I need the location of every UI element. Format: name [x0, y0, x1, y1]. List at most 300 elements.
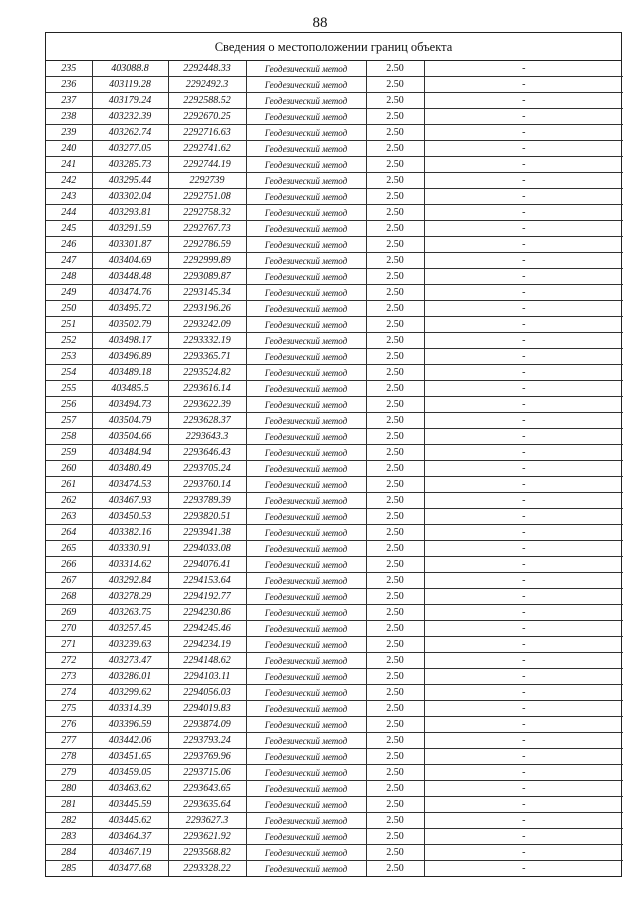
x-coordinate-cell: 403498.17	[92, 333, 168, 349]
x-coordinate-cell: 403467.93	[92, 493, 168, 509]
x-coordinate-cell: 403463.62	[92, 781, 168, 797]
point-number-cell: 280	[46, 781, 92, 797]
y-coordinate-cell: 2292741.62	[168, 141, 246, 157]
method-cell: Геодезический метод	[246, 573, 366, 589]
description-cell: -	[424, 301, 623, 317]
point-number-cell: 235	[46, 61, 92, 77]
x-coordinate-cell: 403263.75	[92, 605, 168, 621]
x-coordinate-cell: 403262.74	[92, 125, 168, 141]
point-number-cell: 275	[46, 701, 92, 717]
y-coordinate-cell: 2293628.37	[168, 413, 246, 429]
x-coordinate-cell: 403285.73	[92, 157, 168, 173]
y-coordinate-cell: 2292767.73	[168, 221, 246, 237]
table-row	[46, 669, 623, 685]
error-value-cell: 2.50	[366, 413, 424, 429]
y-coordinate-cell: 2292786.59	[168, 237, 246, 253]
method-cell: Геодезический метод	[246, 717, 366, 733]
error-value-cell: 2.50	[366, 285, 424, 301]
point-number-cell: 284	[46, 845, 92, 861]
error-value-cell: 2.50	[366, 125, 424, 141]
method-cell: Геодезический метод	[246, 445, 366, 461]
point-number-cell: 242	[46, 173, 92, 189]
method-cell: Геодезический метод	[246, 589, 366, 605]
table-row	[46, 861, 623, 877]
method-cell: Геодезический метод	[246, 205, 366, 221]
y-coordinate-cell: 2293524.82	[168, 365, 246, 381]
x-coordinate-cell: 403496.89	[92, 349, 168, 365]
x-coordinate-cell: 403299.62	[92, 685, 168, 701]
point-number-cell: 266	[46, 557, 92, 573]
x-coordinate-cell: 403504.79	[92, 413, 168, 429]
description-cell: -	[424, 605, 623, 621]
description-cell: -	[424, 573, 623, 589]
table-row	[46, 685, 623, 701]
y-coordinate-cell: 2293760.14	[168, 477, 246, 493]
point-number-cell: 282	[46, 813, 92, 829]
error-value-cell: 2.50	[366, 461, 424, 477]
y-coordinate-cell: 2292999.89	[168, 253, 246, 269]
table-row	[46, 541, 623, 557]
description-cell: -	[424, 237, 623, 253]
error-value-cell: 2.50	[366, 477, 424, 493]
description-cell: -	[424, 845, 623, 861]
method-cell: Геодезический метод	[246, 397, 366, 413]
description-cell: -	[424, 653, 623, 669]
description-cell: -	[424, 173, 623, 189]
point-number-cell: 277	[46, 733, 92, 749]
error-value-cell: 2.50	[366, 733, 424, 749]
table-row	[46, 637, 623, 653]
point-number-cell: 239	[46, 125, 92, 141]
error-value-cell: 2.50	[366, 189, 424, 205]
table-row	[46, 157, 623, 173]
x-coordinate-cell: 403291.59	[92, 221, 168, 237]
description-cell: -	[424, 397, 623, 413]
table-row	[46, 557, 623, 573]
y-coordinate-cell: 2293627.3	[168, 813, 246, 829]
point-number-cell: 243	[46, 189, 92, 205]
method-cell: Геодезический метод	[246, 221, 366, 237]
boundary-table-sheet	[45, 32, 622, 877]
x-coordinate-cell: 403302.04	[92, 189, 168, 205]
table-row	[46, 701, 623, 717]
x-coordinate-cell: 403489.18	[92, 365, 168, 381]
x-coordinate-cell: 403404.69	[92, 253, 168, 269]
table-row	[46, 845, 623, 861]
table-row	[46, 525, 623, 541]
method-cell: Геодезический метод	[246, 61, 366, 77]
error-value-cell: 2.50	[366, 445, 424, 461]
description-cell: -	[424, 765, 623, 781]
x-coordinate-cell: 403494.73	[92, 397, 168, 413]
method-cell: Геодезический метод	[246, 493, 366, 509]
table-row	[46, 125, 623, 141]
point-number-cell: 253	[46, 349, 92, 365]
y-coordinate-cell: 2292716.63	[168, 125, 246, 141]
description-cell: -	[424, 109, 623, 125]
table-row	[46, 365, 623, 381]
error-value-cell: 2.50	[366, 653, 424, 669]
method-cell: Геодезический метод	[246, 253, 366, 269]
table-row	[46, 509, 623, 525]
table-row	[46, 77, 623, 93]
error-value-cell: 2.50	[366, 397, 424, 413]
y-coordinate-cell: 2294148.62	[168, 653, 246, 669]
x-coordinate-cell: 403477.68	[92, 861, 168, 877]
point-number-cell: 245	[46, 221, 92, 237]
error-value-cell: 2.50	[366, 365, 424, 381]
error-value-cell: 2.50	[366, 77, 424, 93]
description-cell: -	[424, 813, 623, 829]
error-value-cell: 2.50	[366, 157, 424, 173]
error-value-cell: 2.50	[366, 573, 424, 589]
method-cell: Геодезический метод	[246, 765, 366, 781]
point-number-cell: 285	[46, 861, 92, 877]
error-value-cell: 2.50	[366, 861, 424, 877]
table-row	[46, 765, 623, 781]
x-coordinate-cell: 403382.16	[92, 525, 168, 541]
description-cell: -	[424, 557, 623, 573]
point-number-cell: 254	[46, 365, 92, 381]
method-cell: Геодезический метод	[246, 701, 366, 717]
table-row	[46, 93, 623, 109]
error-value-cell: 2.50	[366, 797, 424, 813]
method-cell: Геодезический метод	[246, 301, 366, 317]
description-cell: -	[424, 781, 623, 797]
y-coordinate-cell: 2293616.14	[168, 381, 246, 397]
x-coordinate-cell: 403286.01	[92, 669, 168, 685]
y-coordinate-cell: 2293820.51	[168, 509, 246, 525]
point-number-cell: 252	[46, 333, 92, 349]
y-coordinate-cell: 2294076.41	[168, 557, 246, 573]
y-coordinate-cell: 2294245.46	[168, 621, 246, 637]
method-cell: Геодезический метод	[246, 637, 366, 653]
table-row	[46, 61, 623, 77]
x-coordinate-cell: 403301.87	[92, 237, 168, 253]
x-coordinate-cell: 403257.45	[92, 621, 168, 637]
y-coordinate-cell: 2293941.38	[168, 525, 246, 541]
method-cell: Геодезический метод	[246, 605, 366, 621]
error-value-cell: 2.50	[366, 173, 424, 189]
point-number-cell: 267	[46, 573, 92, 589]
point-number-cell: 255	[46, 381, 92, 397]
description-cell: -	[424, 349, 623, 365]
table-row	[46, 445, 623, 461]
table-row	[46, 429, 623, 445]
error-value-cell: 2.50	[366, 61, 424, 77]
table-row	[46, 301, 623, 317]
table-row	[46, 589, 623, 605]
x-coordinate-cell: 403485.5	[92, 381, 168, 397]
error-value-cell: 2.50	[366, 813, 424, 829]
table-row	[46, 461, 623, 477]
table-row	[46, 221, 623, 237]
point-number-cell: 251	[46, 317, 92, 333]
table-row	[46, 493, 623, 509]
point-number-cell: 249	[46, 285, 92, 301]
x-coordinate-cell: 403504.66	[92, 429, 168, 445]
error-value-cell: 2.50	[366, 621, 424, 637]
description-cell: -	[424, 493, 623, 509]
method-cell: Геодезический метод	[246, 285, 366, 301]
error-value-cell: 2.50	[366, 669, 424, 685]
error-value-cell: 2.50	[366, 765, 424, 781]
table-title: Сведения о местоположении границ объекта	[46, 33, 621, 61]
point-number-cell: 246	[46, 237, 92, 253]
point-number-cell: 269	[46, 605, 92, 621]
method-cell: Геодезический метод	[246, 669, 366, 685]
y-coordinate-cell: 2293332.19	[168, 333, 246, 349]
table-row	[46, 253, 623, 269]
description-cell: -	[424, 525, 623, 541]
description-cell: -	[424, 733, 623, 749]
method-cell: Геодезический метод	[246, 509, 366, 525]
error-value-cell: 2.50	[366, 493, 424, 509]
description-cell: -	[424, 637, 623, 653]
error-value-cell: 2.50	[366, 237, 424, 253]
table-row	[46, 573, 623, 589]
table-row	[46, 749, 623, 765]
error-value-cell: 2.50	[366, 541, 424, 557]
point-number-cell: 263	[46, 509, 92, 525]
table-row	[46, 173, 623, 189]
error-value-cell: 2.50	[366, 141, 424, 157]
description-cell: -	[424, 205, 623, 221]
method-cell: Геодезический метод	[246, 413, 366, 429]
error-value-cell: 2.50	[366, 781, 424, 797]
point-number-cell: 240	[46, 141, 92, 157]
y-coordinate-cell: 2292670.25	[168, 109, 246, 125]
y-coordinate-cell: 2293089.87	[168, 269, 246, 285]
page-number: 88	[312, 15, 328, 31]
table-row	[46, 781, 623, 797]
x-coordinate-cell: 403330.91	[92, 541, 168, 557]
description-cell: -	[424, 685, 623, 701]
error-value-cell: 2.50	[366, 557, 424, 573]
error-value-cell: 2.50	[366, 317, 424, 333]
y-coordinate-cell: 2293145.34	[168, 285, 246, 301]
method-cell: Геодезический метод	[246, 845, 366, 861]
point-number-cell: 258	[46, 429, 92, 445]
x-coordinate-cell: 403474.76	[92, 285, 168, 301]
y-coordinate-cell: 2293622.39	[168, 397, 246, 413]
x-coordinate-cell: 403314.39	[92, 701, 168, 717]
x-coordinate-cell: 403467.19	[92, 845, 168, 861]
y-coordinate-cell: 2293242.09	[168, 317, 246, 333]
x-coordinate-cell: 403179.24	[92, 93, 168, 109]
error-value-cell: 2.50	[366, 685, 424, 701]
table-row	[46, 189, 623, 205]
description-cell: -	[424, 701, 623, 717]
point-number-cell: 278	[46, 749, 92, 765]
y-coordinate-cell: 2293874.09	[168, 717, 246, 733]
table-row	[46, 285, 623, 301]
method-cell: Геодезический метод	[246, 829, 366, 845]
method-cell: Геодезический метод	[246, 93, 366, 109]
x-coordinate-cell: 403273.47	[92, 653, 168, 669]
point-number-cell: 259	[46, 445, 92, 461]
method-cell: Геодезический метод	[246, 653, 366, 669]
method-cell: Геодезический метод	[246, 749, 366, 765]
y-coordinate-cell: 2292492.3	[168, 77, 246, 93]
y-coordinate-cell: 2294230.86	[168, 605, 246, 621]
y-coordinate-cell: 2292751.08	[168, 189, 246, 205]
description-cell: -	[424, 317, 623, 333]
error-value-cell: 2.50	[366, 749, 424, 765]
y-coordinate-cell: 2292744.19	[168, 157, 246, 173]
method-cell: Геодезический метод	[246, 77, 366, 93]
point-number-cell: 271	[46, 637, 92, 653]
table-row	[46, 797, 623, 813]
description-cell: -	[424, 157, 623, 173]
error-value-cell: 2.50	[366, 205, 424, 221]
error-value-cell: 2.50	[366, 253, 424, 269]
method-cell: Геодезический метод	[246, 733, 366, 749]
method-cell: Геодезический метод	[246, 237, 366, 253]
description-cell: -	[424, 717, 623, 733]
table-row	[46, 813, 623, 829]
y-coordinate-cell: 2292588.52	[168, 93, 246, 109]
description-cell: -	[424, 429, 623, 445]
method-cell: Геодезический метод	[246, 157, 366, 173]
error-value-cell: 2.50	[366, 829, 424, 845]
x-coordinate-cell: 403293.81	[92, 205, 168, 221]
description-cell: -	[424, 333, 623, 349]
table-row	[46, 477, 623, 493]
point-number-cell: 276	[46, 717, 92, 733]
description-cell: -	[424, 413, 623, 429]
table-row	[46, 333, 623, 349]
x-coordinate-cell: 403484.94	[92, 445, 168, 461]
x-coordinate-cell: 403495.72	[92, 301, 168, 317]
table-row	[46, 269, 623, 285]
description-cell: -	[424, 797, 623, 813]
point-number-cell: 273	[46, 669, 92, 685]
error-value-cell: 2.50	[366, 269, 424, 285]
method-cell: Геодезический метод	[246, 861, 366, 877]
point-number-cell: 270	[46, 621, 92, 637]
method-cell: Геодезический метод	[246, 813, 366, 829]
method-cell: Геодезический метод	[246, 477, 366, 493]
point-number-cell: 261	[46, 477, 92, 493]
table-row	[46, 413, 623, 429]
table-row	[46, 317, 623, 333]
table-row	[46, 397, 623, 413]
y-coordinate-cell: 2294019.83	[168, 701, 246, 717]
error-value-cell: 2.50	[366, 109, 424, 125]
x-coordinate-cell: 403474.53	[92, 477, 168, 493]
x-coordinate-cell: 403088.8	[92, 61, 168, 77]
description-cell: -	[424, 125, 623, 141]
point-number-cell: 279	[46, 765, 92, 781]
error-value-cell: 2.50	[366, 589, 424, 605]
y-coordinate-cell: 2293643.3	[168, 429, 246, 445]
description-cell: -	[424, 253, 623, 269]
description-cell: -	[424, 381, 623, 397]
coordinates-table	[46, 61, 623, 876]
error-value-cell: 2.50	[366, 509, 424, 525]
description-cell: -	[424, 269, 623, 285]
point-number-cell: 268	[46, 589, 92, 605]
description-cell: -	[424, 61, 623, 77]
error-value-cell: 2.50	[366, 221, 424, 237]
method-cell: Геодезический метод	[246, 317, 366, 333]
method-cell: Геодезический метод	[246, 557, 366, 573]
y-coordinate-cell: 2294056.03	[168, 685, 246, 701]
table-row	[46, 205, 623, 221]
x-coordinate-cell: 403480.49	[92, 461, 168, 477]
table-row	[46, 237, 623, 253]
method-cell: Геодезический метод	[246, 429, 366, 445]
y-coordinate-cell: 2294103.11	[168, 669, 246, 685]
description-cell: -	[424, 749, 623, 765]
point-number-cell: 262	[46, 493, 92, 509]
y-coordinate-cell: 2293568.82	[168, 845, 246, 861]
error-value-cell: 2.50	[366, 333, 424, 349]
error-value-cell: 2.50	[366, 381, 424, 397]
x-coordinate-cell: 403277.05	[92, 141, 168, 157]
x-coordinate-cell: 403396.59	[92, 717, 168, 733]
description-cell: -	[424, 77, 623, 93]
description-cell: -	[424, 93, 623, 109]
method-cell: Геодезический метод	[246, 381, 366, 397]
point-number-cell: 244	[46, 205, 92, 221]
y-coordinate-cell: 2293365.71	[168, 349, 246, 365]
coordinates-table-body	[46, 61, 623, 876]
description-cell: -	[424, 365, 623, 381]
method-cell: Геодезический метод	[246, 141, 366, 157]
table-row	[46, 141, 623, 157]
y-coordinate-cell: 2293328.22	[168, 861, 246, 877]
point-number-cell: 238	[46, 109, 92, 125]
method-cell: Геодезический метод	[246, 781, 366, 797]
table-row	[46, 109, 623, 125]
point-number-cell: 265	[46, 541, 92, 557]
table-row	[46, 605, 623, 621]
y-coordinate-cell: 2292758.32	[168, 205, 246, 221]
description-cell: -	[424, 461, 623, 477]
y-coordinate-cell: 2293705.24	[168, 461, 246, 477]
error-value-cell: 2.50	[366, 429, 424, 445]
x-coordinate-cell: 403442.06	[92, 733, 168, 749]
y-coordinate-cell: 2294153.64	[168, 573, 246, 589]
y-coordinate-cell: 2292739	[168, 173, 246, 189]
method-cell: Геодезический метод	[246, 189, 366, 205]
method-cell: Геодезический метод	[246, 109, 366, 125]
description-cell: -	[424, 477, 623, 493]
point-number-cell: 283	[46, 829, 92, 845]
error-value-cell: 2.50	[366, 301, 424, 317]
error-value-cell: 2.50	[366, 845, 424, 861]
x-coordinate-cell: 403464.37	[92, 829, 168, 845]
table-row	[46, 621, 623, 637]
point-number-cell: 274	[46, 685, 92, 701]
method-cell: Геодезический метод	[246, 525, 366, 541]
x-coordinate-cell: 403278.29	[92, 589, 168, 605]
point-number-cell: 248	[46, 269, 92, 285]
point-number-cell: 247	[46, 253, 92, 269]
method-cell: Геодезический метод	[246, 365, 366, 381]
y-coordinate-cell: 2293789.39	[168, 493, 246, 509]
description-cell: -	[424, 141, 623, 157]
point-number-cell: 250	[46, 301, 92, 317]
y-coordinate-cell: 2294234.19	[168, 637, 246, 653]
error-value-cell: 2.50	[366, 349, 424, 365]
x-coordinate-cell: 403292.84	[92, 573, 168, 589]
method-cell: Геодезический метод	[246, 349, 366, 365]
error-value-cell: 2.50	[366, 605, 424, 621]
description-cell: -	[424, 861, 623, 877]
